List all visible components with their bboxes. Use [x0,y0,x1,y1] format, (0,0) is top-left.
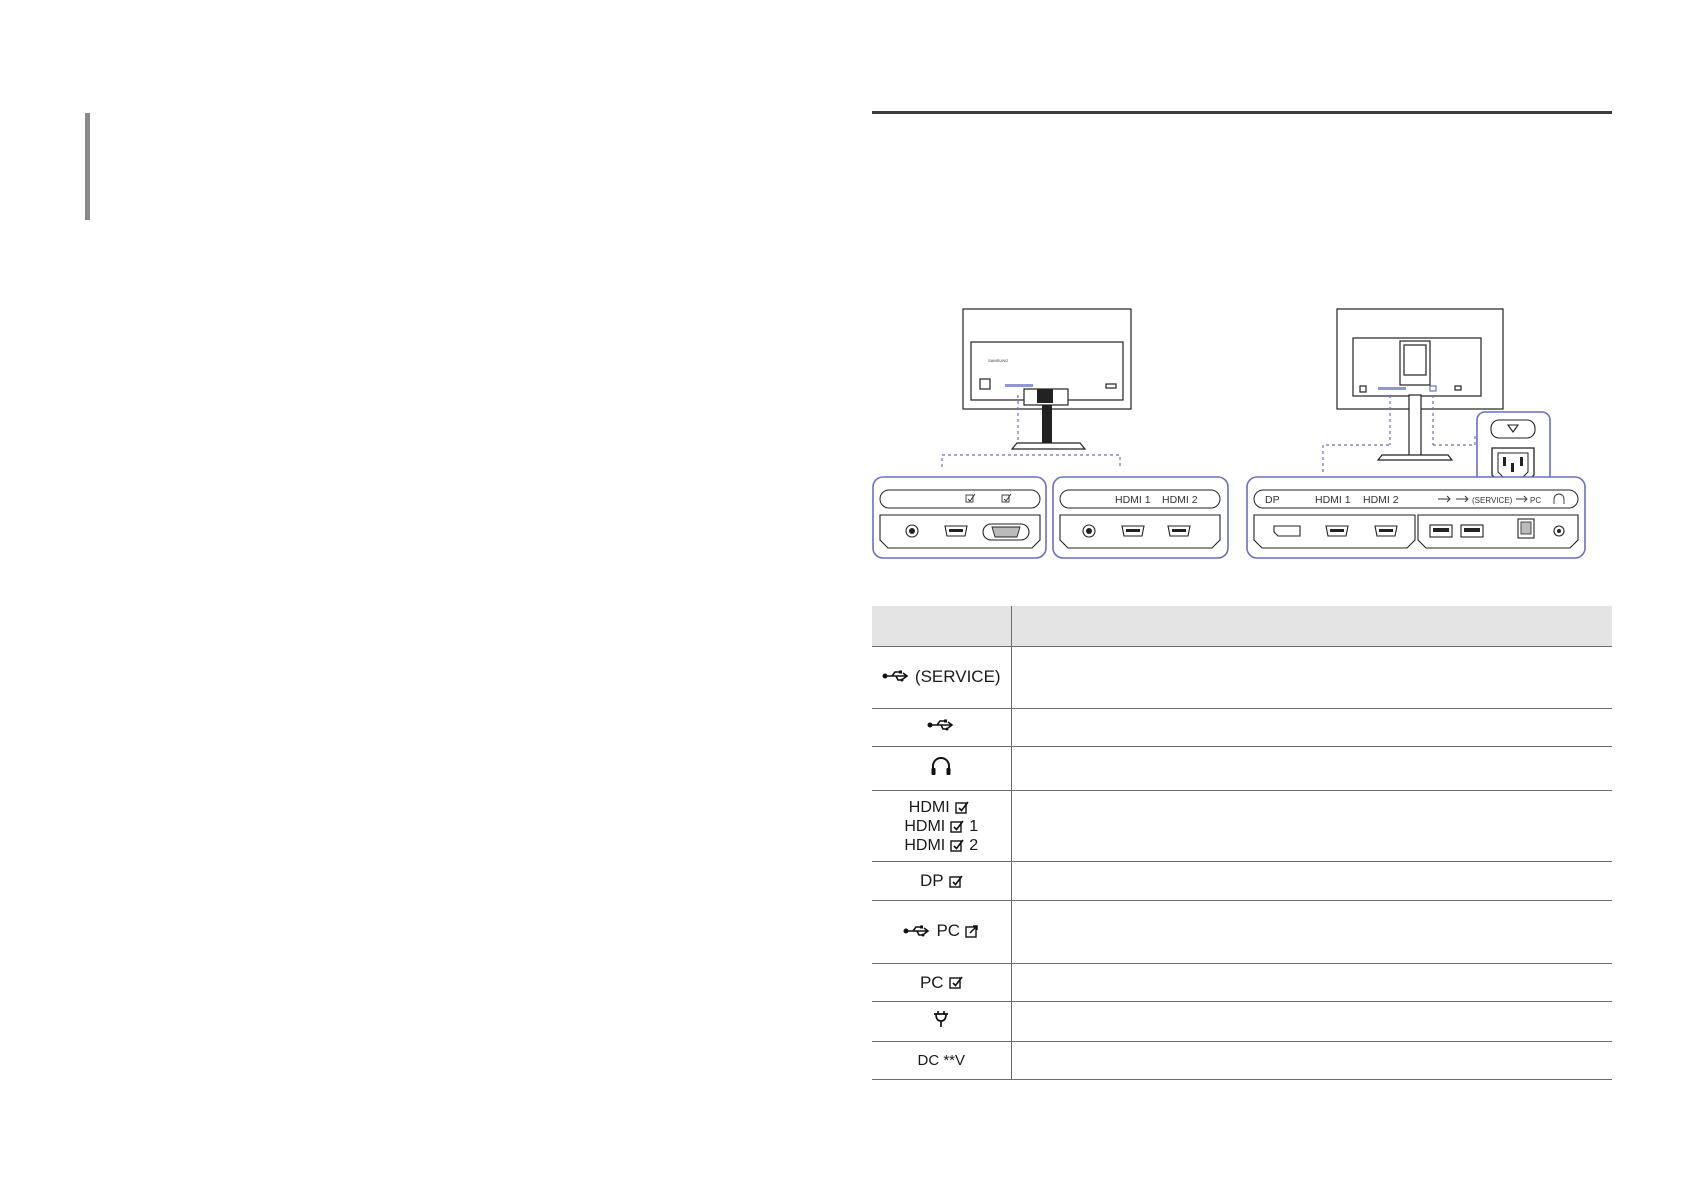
pc-port-description [1011,964,1612,1002]
table-row [872,709,1612,747]
pc-port-label: PC [919,972,944,992]
hdmi-port-description [1011,791,1612,862]
table-header-row [872,606,1612,647]
ports-diagram [870,305,1590,575]
port-panel-b [1053,477,1228,558]
panel-c-dp-label: DP [1265,494,1280,506]
table-row [872,647,1612,709]
ports-table [872,606,1612,1080]
headphone-icon [930,755,952,777]
hdmi-port-label: HDMI [909,798,974,817]
table-row [872,1002,1612,1042]
pc-output-icon [965,924,979,938]
description-column-header [1011,606,1612,647]
table-row [872,747,1612,791]
table-row [872,791,1612,862]
dp-input-icon [949,874,963,888]
chapter-accent-bar [85,113,90,220]
table-row [872,862,1612,901]
monitor-rear-view-a [963,309,1131,449]
power-plug-icon [933,1010,949,1028]
usb-pc-port-description [1011,901,1612,964]
hdmi-input-icon [955,800,969,814]
port-column-header [872,606,1011,647]
usb-port-description [1011,709,1612,747]
usb-icon [903,924,931,938]
service-port-description [1011,647,1612,709]
hdmi2-port-label: HDMI 2 [904,836,979,854]
usb-icon [927,718,955,732]
pc-input-icon [949,975,963,989]
table-row [872,1042,1612,1080]
port-panel-c [1247,477,1585,558]
panel-c-hdmi2-label: HDMI 2 [1363,494,1399,506]
dc-power-label: DC **V [917,1052,965,1069]
usb-icon [882,669,910,683]
table-row [872,964,1612,1002]
panel-c-hdmi1-label: HDMI 1 [1315,494,1351,506]
dp-port-description [1011,862,1612,901]
port-panel-a [873,477,1046,558]
power-inlet-inset [1477,412,1550,487]
dp-port-label: DP [919,871,944,890]
power-port-description [1011,1002,1612,1042]
service-port-label: (SERVICE) [914,666,1001,686]
dc-power-description [1011,1042,1612,1080]
headphone-port-description [1011,747,1612,791]
panel-b-hdmi1-label: HDMI 1 [1115,494,1151,506]
table-row [872,901,1612,964]
brand-logo-a: SAMSUNG [988,358,1009,363]
hdmi1-port-label: HDMI 1 [904,817,979,835]
hdmi-input-icon [950,819,964,833]
hdmi-input-icon [950,838,964,852]
panel-c-pc-label: PC [1530,496,1542,505]
panel-c-service-label: (SERVICE) [1472,496,1513,505]
section-rule [872,111,1612,114]
panel-b-hdmi2-label: HDMI 2 [1162,494,1198,506]
usb-pc-port-label: PC [936,921,961,941]
